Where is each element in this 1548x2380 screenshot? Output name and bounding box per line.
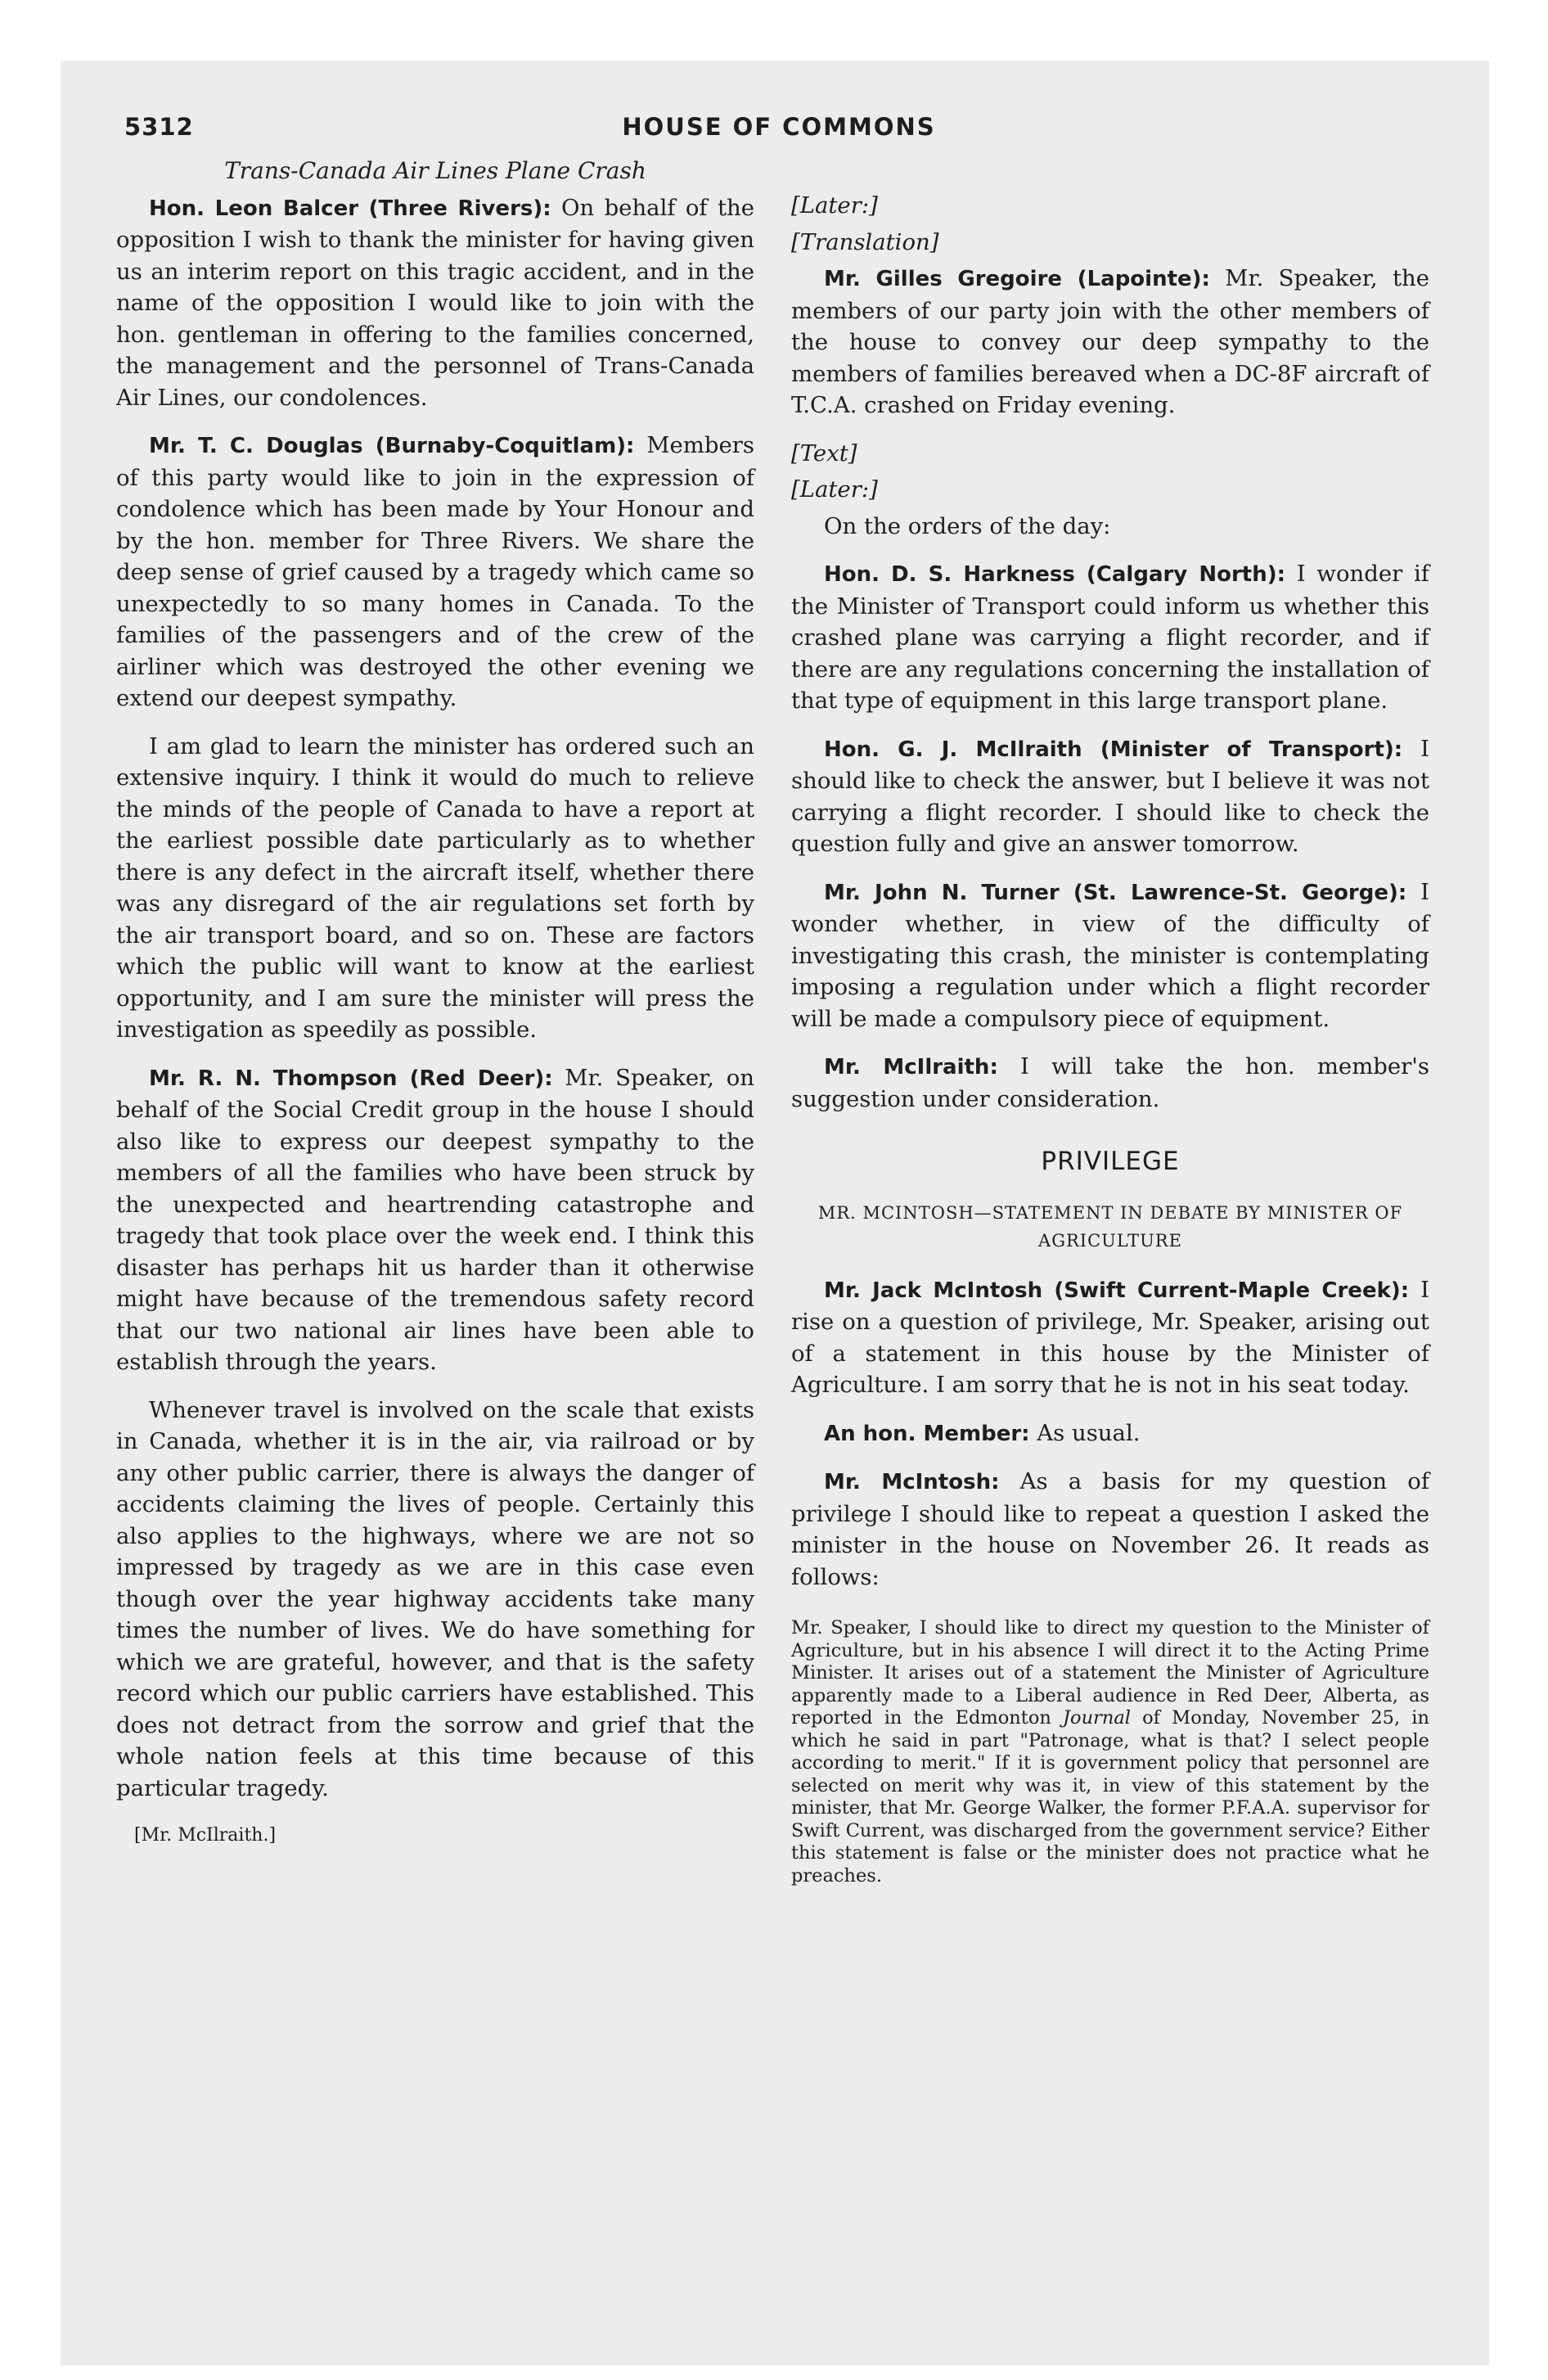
section-title: Trans-Canada Air Lines Plane Crash [224, 157, 646, 184]
speech-text: I wonder whether, in view of the difficulty of investigating this crash, the minister is contemplating imposing a regulation under which a flight recorder will be made a compulsory piece of equipment. [791, 878, 1429, 1032]
section-heading-privilege: PRIVILEGE [1041, 1147, 1180, 1176]
paragraph [791, 1051, 1429, 1115]
speech-text: I should like to check the answer, but I believe it was not carrying a flight recorder. I should like to check the question fully and give an answer tomorrow. [791, 735, 1429, 857]
page-number: 5312 [124, 113, 194, 141]
paragraph: On the orders of the day: [824, 512, 1111, 539]
speaker-name: Mr. R. N. Thompson (Red Deer): [149, 1066, 553, 1091]
subheading: MR. MCINTOSH—STATEMENT IN DEBATE BY MINISTER OF AGRICULTURE [817, 1202, 1403, 1251]
stage-direction: [Later:] [791, 476, 878, 503]
speaker-name: Mr. Jack McIntosh (Swift Current-Maple Creek): [824, 1278, 1410, 1303]
left-column [116, 156, 754, 1868]
speech-text: As a basis for my question of privilege I should like to repeat a question I asked the minister in the house on November 26. It reads as follows: [791, 1468, 1430, 1590]
speaker-name: Mr. McIntosh: [824, 1470, 1000, 1494]
page-title: HOUSE OF COMMONS [622, 113, 936, 141]
speaker-name: Hon. Leon Balcer (Three Rivers): [149, 196, 551, 221]
speaker-name: Mr. McIlraith: [824, 1055, 998, 1080]
quoted-question [791, 1617, 1429, 1887]
paragraph [791, 1466, 1429, 1593]
speaker-name: Hon. G. J. McIlraith (Minister of Transport): [824, 737, 1403, 762]
paragraph [791, 733, 1429, 860]
speech-text: Mr. Speaker, on behalf of the Social Credit group in the house I should also like to express our deepest sympathy to the members of all the families who have been struck by the unexpected and heartrending catastrophe and tragedy that took place over the week end. I think this disaster has perhaps hit us harder than it otherwise might have because of the tremendous safety record that our two national air lines have been able to establish through the years. [116, 1064, 754, 1375]
speech-text: I rise on a question of privilege, Mr. Speaker, arising out of a statement in this house by the Minister of Agriculture. I am sorry that he is not in his seat today. [791, 1276, 1429, 1398]
speech-text: On behalf of the opposition I wish to thank the minister for having given us an interim report on this tragic accident, and in the name of the opposition I would like to join with the hon. gentleman in offering to the families concerned, the management and the personnel of Trans-Canada Air Lines, our condolences. [116, 194, 754, 411]
stage-direction: [Text] [791, 439, 857, 467]
paragraph [116, 1062, 754, 1378]
footer-reference: [Mr. McIlraith.] [134, 1825, 277, 1846]
paragraph [791, 263, 1429, 421]
paragraph [116, 430, 754, 714]
speech-text: As usual. [1029, 1419, 1141, 1446]
quote-text: of Monday, November 25, in which he said in part "Patronage, what is that? I select people according to merit." If it is government policy that personnel are selected on merit why was it, in view of this statement by the minister, that Mr. George Walker, the former P.F.A.A. supervisor for Swift Current, was discharged from the government service? Either this statement is false or the minister does not practice what he preaches. [791, 1707, 1429, 1886]
paragraph [791, 1274, 1429, 1401]
quote-text: Mr. Speaker, I should like to direct my question to the Minister of Agriculture, but in his absence I will direct it to the Acting Prime Minister. It arises out of a statement the Minister of Agriculture apparently made to a Liberal audience in Red Deer, Alberta, as reported in the Edmonton [791, 1617, 1429, 1729]
speech-text: I wonder if the Minister of Transport could inform us whether this crashed plane was carrying a flight recorder, and if there are any regulations concerning the installation of that type of equipment in this large transport plane. [791, 561, 1429, 714]
speech-text: I will take the hon. member's suggestion under consideration. [791, 1053, 1429, 1112]
page-header [124, 113, 1433, 154]
paragraph: I am glad to learn the minister has ordered such an extensive inquiry. I think it would do much to relieve the minds of the people of Canada to have a report at the earliest possible date particularly as to whether there is any defect in the aircraft itself, whether there was any disregard of the air regulations set forth by the air transport board, and so on. These are factors which the public will want to know at the earliest opportunity, and I am sure the minister will press the investigation as speedily as possible. [116, 732, 754, 1043]
speech-text: Mr. Speaker, the members of our party join with the other members of the house to convey our deep sympathy to the members of families bereaved when a DC-8F aircraft of T.C.A. crashed on Friday evening. [791, 265, 1429, 418]
speaker-name: Mr. Gilles Gregoire (Lapointe): [824, 267, 1210, 291]
paragraph [116, 192, 754, 414]
speaker-name: Mr. T. C. Douglas (Burnaby-Coquitlam): [149, 434, 635, 458]
paragraph [791, 558, 1429, 717]
speaker-name: Hon. D. S. Harkness (Calgary North): [824, 562, 1285, 587]
quote-publication: Journal [1063, 1707, 1131, 1729]
speech-text: Members of this party would like to join in the expression of condolence which has been made by Your Honour and by the hon. member for Three Rivers. We share the deep sense of grief caused by a tragedy which came so unexpectedly to so many homes in Canada. To the families of the passengers and of the crew of the airliner which was destroyed the other evening we extend our deepest sympathy. [116, 432, 754, 711]
paragraph [791, 877, 1429, 1035]
stage-direction: [Translation] [791, 228, 939, 255]
speaker-name: Mr. John N. Turner (St. Lawrence-St. George): [824, 880, 1407, 905]
speaker-name: An hon. Member: [824, 1421, 1030, 1446]
paragraph: Whenever travel is involved on the scale that exists in Canada, whether it is in the air, via railroad or by any other public carrier, there is always the danger of accidents claiming the lives of people. Certainly this also applies to the highways, where we are not so impressed by tragedy as we are in this case even though over the year highway accidents take many times the number of lives. We do have something for which we are grateful, however, and that is the safety record which our public carriers have established. This does not detract from the sorrow and grief that the whole nation feels at this time because of this particular tragedy. [116, 1396, 754, 1801]
right-column [791, 190, 1429, 1904]
paragraph [791, 1418, 1429, 1450]
stage-direction: [Later:] [791, 192, 878, 219]
